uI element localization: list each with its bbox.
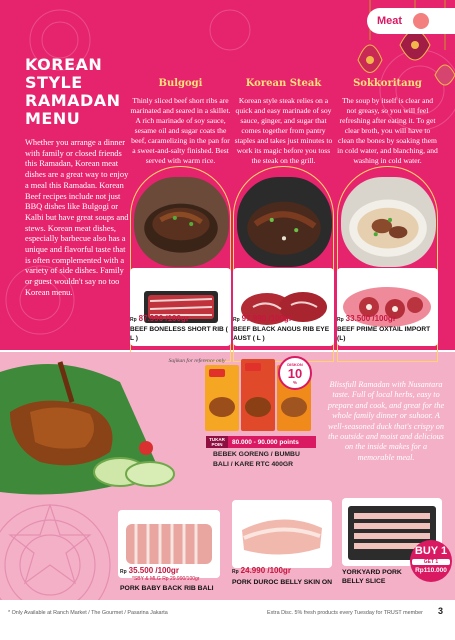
buy-one-get-one-badge bbox=[410, 540, 452, 582]
bulgogi-photo bbox=[134, 176, 229, 268]
points-range: 80.000 - 90.000 points bbox=[232, 438, 299, 446]
category-tag bbox=[367, 8, 455, 34]
title-line: STYLE bbox=[25, 73, 83, 92]
currency-prefix: Rp bbox=[232, 569, 239, 575]
product-name: PORK DUROC BELLY SKIN ON bbox=[232, 579, 333, 586]
title-line: MENU bbox=[25, 109, 81, 128]
currency-prefix: Rp bbox=[337, 317, 344, 323]
footer-availability-note: * Only Available at Ranch Market / The Gourmet / Pasarina Jakarta bbox=[8, 610, 168, 616]
page-title bbox=[25, 56, 135, 128]
price-value: 35.500 /100gr bbox=[128, 566, 179, 575]
fried-duck-photo bbox=[0, 352, 205, 504]
meat-icon bbox=[413, 13, 429, 29]
discount-label: DISKON bbox=[287, 362, 303, 367]
serving-disclaimer: Sajikan for reference only bbox=[168, 358, 226, 364]
sokkoritang-photo bbox=[341, 176, 436, 268]
buy-label: BUY 1 bbox=[414, 545, 448, 557]
points-exchange-box bbox=[206, 436, 316, 448]
footer-promo-note: Extra Disc. 5% fresh products every Tuesday for TRUST member bbox=[267, 610, 423, 616]
product-name: YORKYARD PORK BELLY SLICE bbox=[342, 569, 402, 585]
title-line: RAMADAN bbox=[25, 91, 121, 110]
member-price: *SBY & MLG Rp 29.990/100gr bbox=[132, 576, 200, 582]
product-name: BEBEK GORENG / BUMBU BALI / KARE RTC 400GR bbox=[213, 451, 300, 468]
discount-unit: % bbox=[292, 380, 297, 385]
discount-badge bbox=[278, 356, 312, 390]
product-name: BEEF BLACK ANGUS RIB EYE AUST ( L ) bbox=[233, 326, 330, 342]
price-line bbox=[130, 314, 189, 323]
tukar-poin-label: TUKAR POIN bbox=[206, 436, 228, 448]
pork-belly-photo bbox=[232, 500, 332, 568]
dish-name: Korean Steak bbox=[245, 78, 322, 89]
product-name: BEEF PRIME OXTAIL IMPORT (L) bbox=[337, 326, 431, 342]
category-label: Meat bbox=[377, 15, 403, 27]
intro-paragraph: Whether you arrange a dinner with family or closed friends this Ramadan, Korean meat dishes are a great way to enjoy a meal this Ramadan. Korean Beef recipes include not just BBQ dishes like Bulgogi or Kalbi but have great soups and stews. Korean meat dishes, especially barbecue also has a unique and flavorful taste that is often complemented with a variety of side dishes. Family or guest wouldn't say no too Korean menu. bbox=[25, 138, 129, 297]
title-line: KOREAN bbox=[25, 55, 103, 74]
price-line bbox=[232, 566, 291, 575]
bundle-price: Rp110.000 bbox=[415, 567, 447, 574]
get-label: GET 1 bbox=[412, 559, 450, 565]
korean-steak-photo bbox=[237, 176, 332, 268]
price-line bbox=[233, 314, 292, 323]
price-value: 87.990 /100gr bbox=[138, 314, 189, 323]
dish-name: Bulgogi bbox=[158, 78, 203, 89]
price-line bbox=[120, 566, 179, 575]
page-number: 3 bbox=[438, 606, 444, 616]
dish-description: The soup by itself is clear and not greasy, so you will feel refreshing after eating it. To get clear broth, you will have to clean the bones by soaking them in cold water, and blanching, and washing in cold water. bbox=[337, 96, 438, 165]
price-line bbox=[337, 314, 396, 323]
dish-name: Sokkoritang bbox=[353, 78, 422, 89]
footer-bar bbox=[0, 600, 455, 640]
product-name: PORK BABY BACK RIB BALI bbox=[120, 585, 214, 592]
ramadan-blurb: Blissfull Ramadan with Nusantara taste. Full of local herbs, easy to prepare and cook, and great for the whole family dinner or suhoor. A well-seasoned duck that's crispy on the outside and moist and delicious on the inside makes for a memorable meal. bbox=[327, 380, 445, 462]
price-value: 33.500 /100gr bbox=[345, 314, 396, 323]
dish-description: Thinly sliced beef short ribs are marinated and seared in a skillet. A rich marinade of soy sauce, sesame oil and sugar coats the beef, caramelizing in the pan for a sweet-and-salty finished. Best served with warm rice. bbox=[130, 96, 231, 165]
mandala-ornament bbox=[0, 495, 120, 605]
discount-value: 10 bbox=[287, 366, 303, 381]
currency-prefix: Rp bbox=[130, 317, 137, 323]
currency-prefix: Rp bbox=[120, 569, 127, 575]
price-value: 97.990 /100gr bbox=[241, 314, 292, 323]
product-name: BEEF BONELESS SHORT RIB ( L ) bbox=[130, 326, 228, 342]
price-value: 24.990 /100gr bbox=[240, 566, 291, 575]
dish-description: Korean style steak relies on a quick and easy marinade of soy sauce, ginger, and sugar that comes together from pantry staples and takes just minutes to work its magic before you toss the steak on the grill. bbox=[234, 96, 333, 165]
currency-prefix: Rp bbox=[233, 317, 240, 323]
